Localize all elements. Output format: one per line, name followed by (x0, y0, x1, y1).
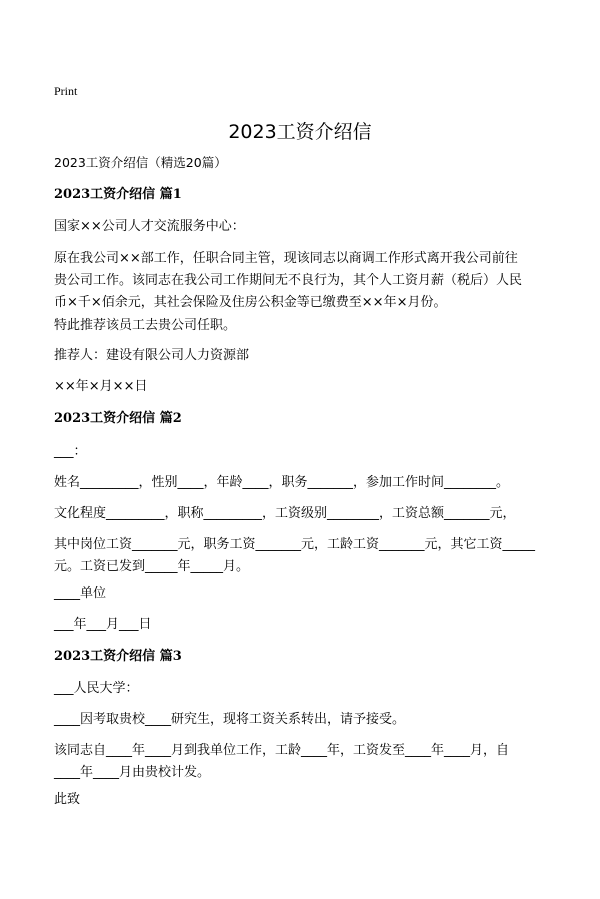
section1-recommender: 推荐人：建设有限公司人力资源部 (54, 348, 250, 363)
section2-line3a: 其中岗位工资_______元，职务工资_______元，工龄工资_______元，其它工资_____ (54, 537, 536, 552)
section3-salutation: ___人民大学： (54, 681, 139, 696)
section3-line2b: ____年____月由贵校计发。 (54, 765, 211, 780)
section2-line3b: 元。工资已发到_____年_____月。 (54, 559, 250, 574)
section2-date: ___年___月___日 (54, 617, 152, 632)
section2-heading: 2023工资介绍信 篇2 (54, 411, 182, 426)
section1-heading: 2023工资介绍信 篇1 (54, 187, 182, 202)
section3-heading: 2023工资介绍信 篇3 (54, 649, 182, 664)
section2-line1: 姓名_________，性别____，年龄____，职务_______，参加工作时间________。 (54, 475, 510, 490)
section2-line2: 文化程度_________，职称_________，工资级别________，工资总额_______元， (54, 506, 516, 521)
section2-salutation: ___： (54, 444, 87, 459)
section1-body-line: 币×千×佰余元，其社会保险及住房公积金等已缴费至××年×月份。 (54, 295, 447, 310)
section1-body-line: 原在我公司××部工作，任职合同主管，现该同志以商调工作形式离开我公司前往 (54, 251, 518, 266)
section2-line3 (54, 534, 554, 578)
section1-recommend: 特此推荐该员工去贵公司任职。 (54, 318, 237, 333)
section1-date: ××年×月××日 (54, 379, 148, 394)
section3-line1: ____因考取贵校____研究生，现将工资关系转出，请予接受。 (54, 712, 406, 727)
section3-line2a: 该同志自____年____月到我单位工作，工龄____年，工资发至____年____月，自 (54, 743, 510, 758)
page-title: 2023工资介绍信 (228, 121, 372, 143)
print-label: Print (54, 84, 78, 98)
section1-body (54, 248, 554, 314)
section1-salutation: 国家××公司人才交流服务中心： (54, 219, 245, 234)
section3-line2 (54, 740, 554, 784)
section1-body-line: 贵公司工作。该同志在我公司工作期间无不良行为，其个人工资月薪（税后）人民 (54, 273, 523, 288)
section2-unit: ____单位 (54, 586, 107, 601)
document-subtitle: 2023工资介绍信（精选20篇） (54, 155, 227, 170)
section3-closing: 此致 (54, 792, 81, 807)
